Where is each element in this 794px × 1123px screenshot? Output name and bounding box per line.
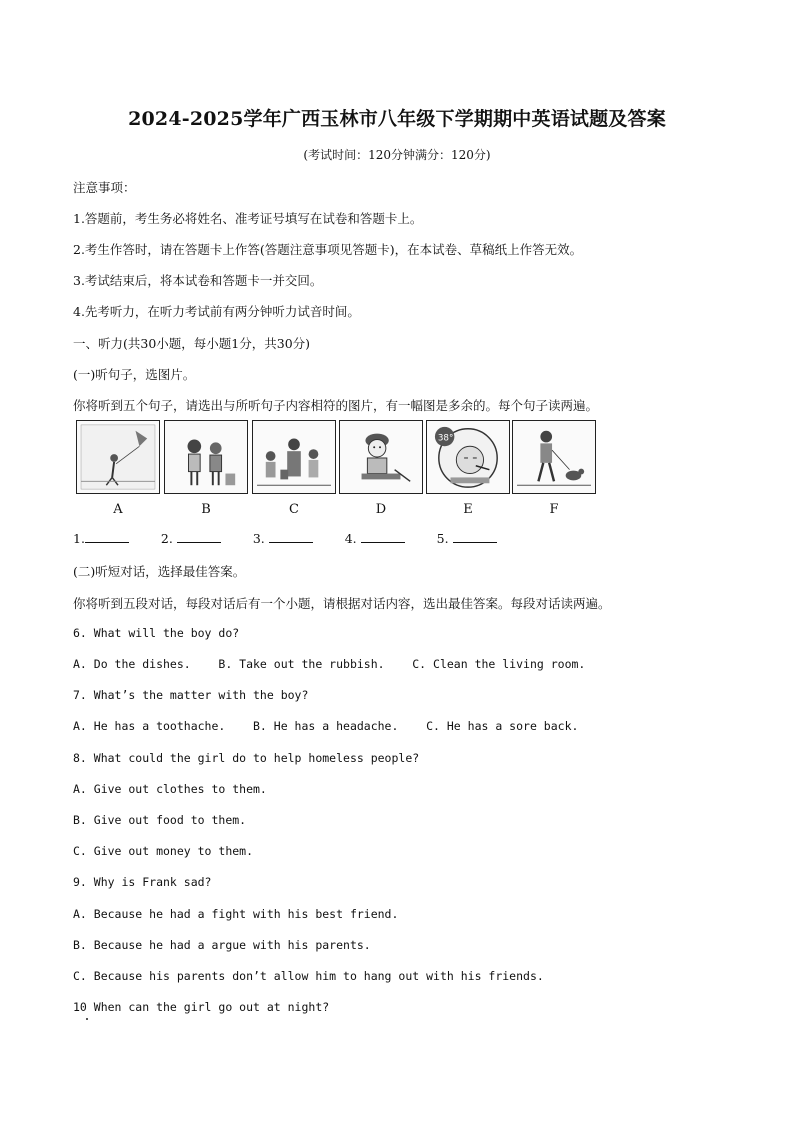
answer-option: B. Give out food to them. [73, 813, 247, 827]
notice-item: 3.考试结束后，将本试卷和答题卡一并交回。 [73, 273, 323, 288]
answer-option: C. Because his parents don’t allow him to hang out with his friends. [73, 969, 544, 983]
answer-option: A. Because he had a fight with his best friend. [73, 907, 399, 921]
child-washing-icon [339, 420, 423, 494]
answer-options: A. He has a toothache. B. He has a headache. C. He has a sore back. [73, 719, 579, 733]
notice-item: 2.考生作答时，请在答题卡上作答(答题注意事项见答题卡)，在本试卷、草稿纸上作答无效。 [73, 242, 583, 257]
question-text: 10 When can the girl go out at night? [73, 1000, 330, 1014]
picture-label: D [375, 502, 387, 517]
answer-option: B. Because he had a argue with his parents. [73, 938, 371, 952]
family-group-icon [252, 420, 336, 494]
part-heading: (一)听句子，选图片。 [73, 367, 196, 382]
girl-with-kite-icon [76, 420, 160, 494]
question-text: 9. Why is Frank sad? [73, 875, 212, 889]
answer-blank[interactable]: 1. [73, 531, 129, 546]
answer-options: A. Do the dishes. B. Take out the rubbish. C. Clean the living room. [73, 657, 586, 671]
part-instruction: 你将听到五个句子，请选出与所听句子内容相符的图片，有一幅图是多余的。每个句子读两遍。 [73, 398, 599, 413]
notice-item: 1.答题前，考生务必将姓名、准考证号填写在试卷和答题卡上。 [73, 211, 423, 226]
picture-label: C [289, 502, 299, 517]
answer-blank[interactable]: 3. [253, 531, 313, 546]
question-text: 6. What will the boy do? [73, 626, 240, 640]
answer-blank[interactable]: 5. [437, 531, 497, 546]
picture-label: B [201, 502, 211, 517]
notice-heading: 注意事项： [73, 180, 136, 195]
section-heading: 一、听力(共30小题，每小题1分，共30分) [73, 336, 311, 351]
exam-info: (考试时间：120分钟满分：120分) [303, 148, 491, 162]
picture-label: F [549, 502, 559, 517]
man-walking-dog-icon [512, 420, 596, 494]
answer-blank[interactable]: 4. [345, 531, 405, 546]
two-children-icon [164, 420, 248, 494]
svg-text:38°: 38° [437, 433, 454, 444]
picture-label: E [463, 502, 473, 517]
part-instruction: 你将听到五段对话，每段对话后有一个小题，请根据对话内容，选出最佳答案。每段对话读两遍。 [73, 596, 611, 611]
picture-label: A [113, 502, 123, 517]
page-title: 2024-2025学年广西玉林市八年级下学期期中英语试题及答案 [128, 108, 666, 130]
boy-with-thermometer-icon [426, 420, 510, 494]
part-heading: (二)听短对话，选择最佳答案。 [73, 564, 246, 579]
notice-item: 4.先考听力，在听力考试前有两分钟听力试音时间。 [73, 304, 360, 319]
answer-blanks [73, 531, 525, 546]
answer-option: C. Give out money to them. [73, 844, 254, 858]
answer-blank[interactable]: 2. [161, 531, 221, 546]
picture-row [76, 420, 598, 522]
question-text: 7. What’s the matter with the boy? [73, 688, 309, 702]
answer-option: A. Give out clothes to them. [73, 782, 267, 796]
question-text: 8. What could the girl do to help homeless people? [73, 751, 420, 765]
stray-mark [86, 1018, 88, 1020]
